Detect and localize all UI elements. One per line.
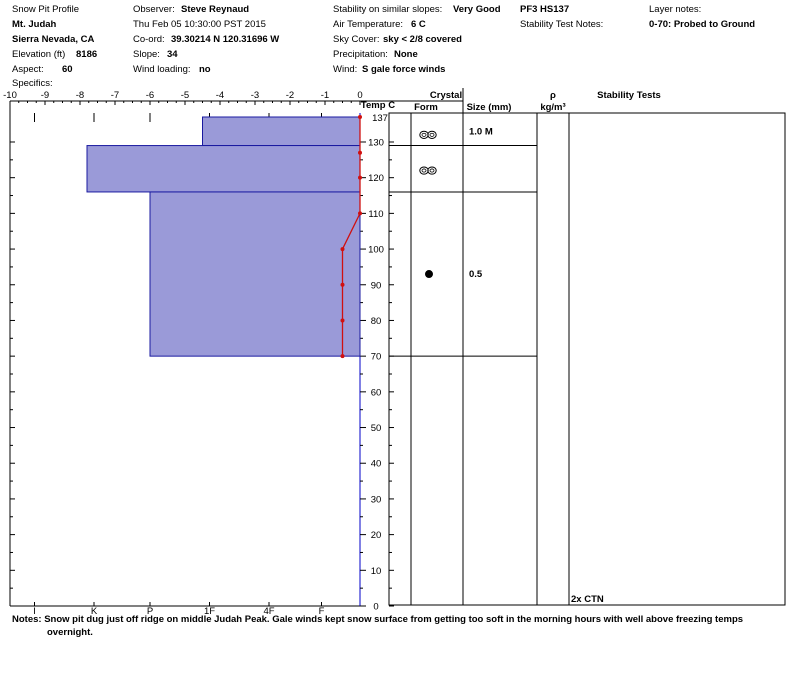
temp-tick-label: -6 [145, 90, 155, 101]
density-units-header: kg/m³ [540, 102, 566, 113]
height-tick-label: 100 [368, 244, 384, 256]
test-code: PF3 HS137 [520, 4, 570, 15]
observer-value: Steve Reynaud [181, 4, 250, 15]
hardness-label: K [90, 606, 98, 617]
temp-tick-label: -8 [75, 90, 85, 101]
hardness-layer-2 [87, 146, 360, 192]
height-tick-label: 80 [370, 315, 382, 327]
form-column-header: Form [414, 102, 438, 113]
datetime: Thu Feb 05 10:30:00 PST 2015 [133, 19, 266, 30]
wind-label: Wind: [333, 64, 358, 75]
temperature-point [341, 354, 345, 358]
temp-tick-label: -9 [40, 90, 50, 101]
hardness-layer-1 [203, 117, 361, 146]
aspect-value: 60 [62, 64, 73, 75]
density-column-header: ρ [550, 90, 556, 101]
notes-line-1: Snow pit dug just off ridge on middle Judah Peak. Gale winds kept snow surface from getting too soft in the morning hours with well above freezing temps [44, 614, 744, 625]
notes-line-2: overnight. [47, 627, 93, 638]
melt-freeze-inner [422, 169, 426, 172]
height-tick-label: 60 [370, 387, 382, 399]
hardness-layers [87, 117, 360, 356]
rounded-grain-icon [425, 270, 433, 278]
melt-freeze-inner [422, 133, 426, 136]
temperature-point [358, 211, 362, 215]
stability-test-results [571, 594, 604, 605]
wind-loading-label: Wind loading: [133, 64, 191, 75]
temperature-point [341, 318, 345, 322]
profile-title: Snow Pit Profile [12, 4, 80, 15]
elevation-value: 8186 [76, 49, 98, 60]
hardness-label: F [318, 606, 325, 617]
stability-value: Very Good [453, 4, 501, 15]
temp-tick-label: -3 [250, 90, 260, 101]
grain-size-label: 1.0 M [469, 126, 493, 138]
layer-notes-label: Layer notes: [649, 4, 702, 15]
height-tick-label: 20 [370, 530, 382, 542]
temp-tick-label: 0 [357, 90, 363, 101]
air-temp-value: 6 C [411, 19, 426, 30]
wind-loading-value: no [199, 64, 211, 75]
height-top-label: 137 [372, 113, 388, 124]
crystal-symbols [420, 131, 436, 278]
region: Sierra Nevada, CA [12, 34, 95, 45]
location: Mt. Judah [12, 19, 57, 30]
height-tick-label: 130 [368, 137, 384, 149]
crystal-column-header: Crystal [429, 90, 463, 101]
slope-value: 34 [167, 49, 178, 60]
notes-label: Notes: [12, 614, 42, 625]
sky-label: Sky Cover: [333, 34, 380, 45]
slope-label: Slope: [133, 49, 160, 60]
stability-tests-header: Stability Tests [597, 90, 661, 101]
specifics-label: Specifics: [12, 78, 53, 89]
height-tick-label: 120 [368, 173, 384, 185]
temp-tick-label: -2 [285, 90, 295, 101]
temp-tick-label: -10 [3, 90, 17, 101]
height-tick-label: 70 [370, 351, 382, 363]
temperature-point [358, 176, 362, 180]
temp-column-header: Temp C [360, 100, 396, 111]
temp-tick-label: -1 [320, 90, 330, 101]
temperature-point [358, 115, 362, 119]
stability-test-label: 2x CTN [571, 593, 604, 605]
temperature-point [341, 247, 345, 251]
hardness-label: 4F [263, 606, 275, 617]
precip-value: None [394, 49, 418, 60]
height-tick-label: 110 [368, 208, 384, 220]
melt-freeze-inner [430, 169, 434, 172]
height-tick-label: 30 [370, 494, 382, 506]
stability-label: Stability on similar slopes: [333, 4, 443, 15]
melt-freeze-ring [420, 167, 428, 174]
hardness-label: 1F [203, 606, 216, 617]
temp-tick-label: -4 [215, 90, 225, 101]
height-tick-label: 50 [370, 423, 382, 435]
air-temp-label: Air Temperature: [333, 19, 404, 30]
size-labels [469, 126, 493, 280]
stability-test-notes-label: Stability Test Notes: [520, 19, 604, 30]
melt-freeze-ring [428, 131, 436, 138]
hardness-label: P [146, 606, 154, 617]
grain-size-label: 0.5 [469, 269, 483, 281]
coord-value: 39.30214 N 120.31696 W [171, 34, 280, 45]
observer-label: Observer: [133, 4, 175, 15]
wind-value: S gale force winds [362, 64, 446, 75]
height-tick-label: 10 [370, 565, 382, 577]
data-table-frame [389, 113, 785, 605]
hardness-label: I [33, 606, 36, 617]
melt-freeze-icon [420, 131, 436, 138]
melt-freeze-icon [420, 167, 436, 174]
coord-label: Co-ord: [133, 34, 165, 45]
temperature-point [358, 151, 362, 155]
notes [12, 613, 782, 639]
hardness-layer-3 [150, 192, 360, 356]
temp-tick-label: -7 [110, 90, 120, 101]
height-tick-label: 0 [373, 601, 379, 613]
temp-tick-label: -5 [180, 90, 190, 101]
elevation-label: Elevation (ft) [12, 49, 66, 60]
height-tick-label: 40 [370, 458, 382, 470]
height-tick-label: 90 [370, 280, 382, 292]
melt-freeze-ring [420, 131, 428, 138]
melt-freeze-ring [428, 167, 436, 174]
size-column-header: Size (mm) [466, 102, 512, 113]
melt-freeze-inner [430, 133, 434, 136]
temperature-point [341, 283, 345, 287]
temp-axis-ticks [3, 90, 363, 105]
layer-notes-value: 0-70: Probed to Ground [649, 19, 756, 30]
aspect-label: Aspect: [12, 64, 44, 75]
precip-label: Precipitation: [333, 49, 388, 60]
sky-value: sky < 2/8 covered [383, 34, 462, 45]
